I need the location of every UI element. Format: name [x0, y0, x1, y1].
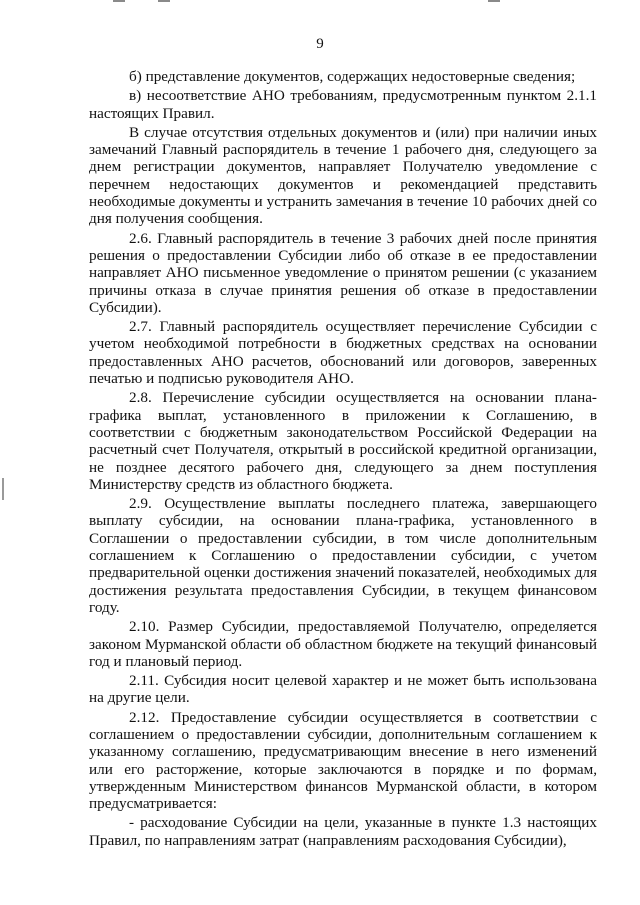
paragraph-2-12: 2.12. Предоставление субсидии осуществляется в соответствии с соглашением о предоставлении субсидии, дополнительным соглашением к указанному соглашению, предусматривающим внесение в него изменений или его расторжение, которые заключаются в порядке и по формам, утвержденным Министерством финансов Мурманской области, в котором предусматривается:	[89, 708, 597, 813]
paragraph-list-item-spending: - расходование Субсидии на цели, указанные в пункте 1.3 настоящих Правил, по направлениям затрат (направлениям расходования Субсидии),	[89, 814, 597, 849]
scan-mark-top-right	[488, 0, 500, 2]
paragraph-missing-documents: В случае отсутствия отдельных документов и (или) при наличии иных замечаний Главный распорядитель в течение 1 рабочего дня, следующего за днем регистрации документов, направляет Получателю уведомление с перечнем недостающих документов и рекомендацией представить необходимые документы и устранить замечания в течение 10 рабочих дней со дня получения сообщения.	[89, 123, 597, 228]
paragraph-item-b: б) представление документов, содержащих недостоверные сведения;	[129, 68, 576, 85]
paragraph-2-9: 2.9. Осуществление выплаты последнего платежа, завершающего выплату субсидии, на основании плана-графика, установленного в Соглашении о предоставлении субсидии, в том числе дополнительным соглашением к Соглашению о предоставлении субсидии, с учетом предварительной оценки достижения значений показателей, необходимых для достижения результата предоставления Субсидии, в текущем финансовом году.	[89, 495, 597, 616]
paragraph-item-v: в) несоответствие АНО требованиям, предусмотренным пунктом 2.1.1 настоящих Правил.	[89, 87, 597, 122]
scan-mark-left-edge	[2, 478, 4, 500]
scan-mark-top-left-1	[113, 0, 125, 2]
document-body	[89, 68, 597, 851]
paragraph-2-6: 2.6. Главный распорядитель в течение 3 рабочих дней после принятия решения о предоставлении Субсидии либо об отказе в ее предоставлении направляет АНО письменное уведомление о принятом решении (с указанием причины отказа в случае принятия решения об отказе в предоставлении Субсидии).	[89, 229, 597, 316]
scan-mark-top-left-2	[158, 0, 170, 2]
paragraph-2-7: 2.7. Главный распорядитель осуществляет перечисление Субсидии с учетом необходимой потребности в бюджетных средствах на основании предоставленных АНО расчетов, обоснований или договоров, заверенных печатью и подписью руководителя АНО.	[89, 318, 597, 388]
page-number: 9	[316, 36, 324, 52]
paragraph-2-11: 2.11. Субсидия носит целевой характер и не может быть использована на другие цели.	[89, 672, 597, 707]
paragraph-2-10: 2.10. Размер Субсидии, предоставляемой Получателю, определяется законом Мурманской области об областном бюджете на текущий финансовый год и плановый период.	[89, 618, 597, 670]
paragraph-2-8: 2.8. Перечисление субсидии осуществляется на основании плана-графика выплат, установленного в приложении к Соглашению, в соответствии с бюджетным законодательством Российской Федерации на расчетный счет Получателя, открытый в российской кредитной организации, не позднее десятого рабочего дня, следующего за днем поступления Министерству средств из областного бюджета.	[89, 389, 597, 493]
